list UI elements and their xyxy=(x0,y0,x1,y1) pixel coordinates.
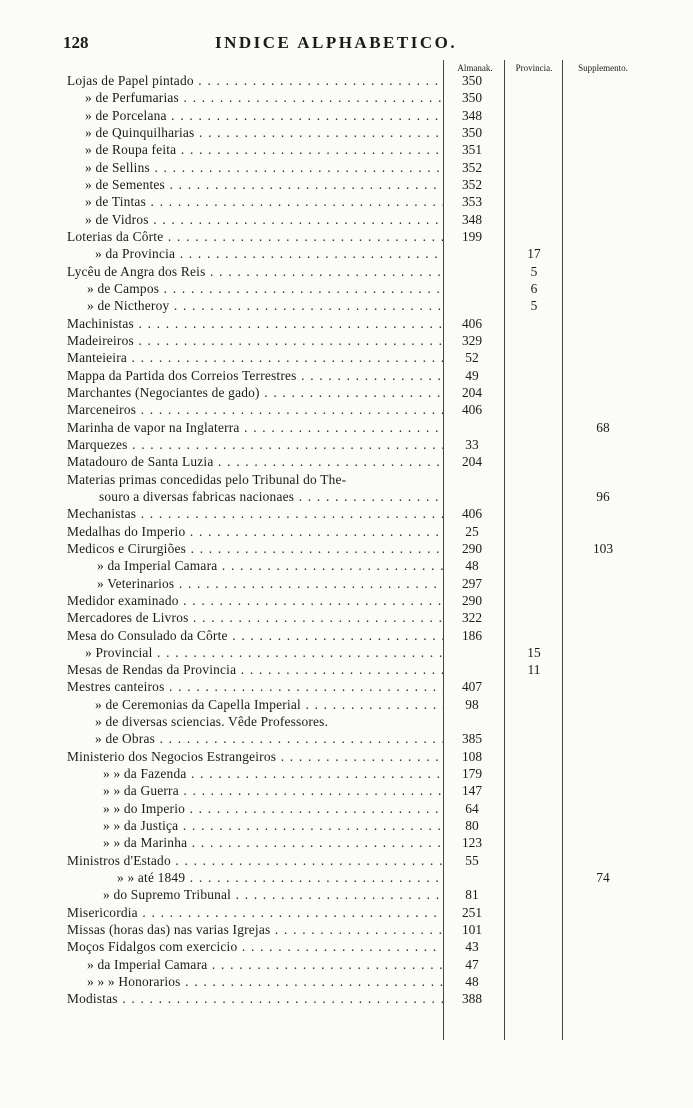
entry-label: Mappa da Partida dos Correios Terrestres . . . xyxy=(67,367,443,384)
index-row xyxy=(0,367,693,384)
supplemento-page: 103 xyxy=(592,540,614,556)
entry-label: Mechanistas . . . xyxy=(67,505,443,522)
entry-label: Ministerio dos Negocios Estrangeiros . . . xyxy=(67,748,443,765)
almanak-page: 348 xyxy=(461,107,483,123)
index-row xyxy=(0,869,693,886)
provincia-page: 5 xyxy=(530,298,538,314)
almanak-page: 81 xyxy=(465,887,479,903)
index-row xyxy=(0,159,693,176)
index-row xyxy=(0,609,693,626)
index-row xyxy=(0,419,693,436)
entry-label: » » da Guerra . . . xyxy=(103,782,443,799)
entry-label: Marquezes . . . xyxy=(67,436,443,453)
entry-label: Lycêu de Angra dos Reis . . . xyxy=(67,263,443,280)
almanak-page: 350 xyxy=(461,124,483,140)
index-row xyxy=(0,627,693,644)
entry-label: » Veterinarios . . . xyxy=(97,575,443,592)
entry-label: » de Nictheroy . . . xyxy=(87,297,443,314)
entry-label: » de Campos . . . xyxy=(87,280,443,297)
entry-label: Marceneiros . . . xyxy=(67,401,443,418)
entry-label: » » da Marinha . . . xyxy=(103,834,443,851)
entry-label: » de Sementes . . . xyxy=(85,176,443,193)
entry-label: Marchantes (Negociantes de gado) . . . xyxy=(67,384,443,401)
almanak-page: 98 xyxy=(465,696,479,712)
almanak-page: 43 xyxy=(465,939,479,955)
column-header-almanak: Almanak. xyxy=(457,63,493,73)
almanak-page: 406 xyxy=(461,315,483,331)
entry-label: Loterias da Côrte . . . xyxy=(67,228,443,245)
entry-label: Marinha de vapor na Inglaterra . . . xyxy=(67,419,443,436)
index-row xyxy=(0,852,693,869)
index-row xyxy=(0,349,693,366)
almanak-page: 348 xyxy=(461,211,483,227)
index-row xyxy=(0,765,693,782)
almanak-page: 351 xyxy=(461,142,483,158)
index-row xyxy=(0,107,693,124)
almanak-page: 48 xyxy=(465,558,479,574)
almanak-page: 33 xyxy=(465,436,479,452)
index-row xyxy=(0,904,693,921)
index-row xyxy=(0,938,693,955)
index-row xyxy=(0,72,693,89)
almanak-page: 406 xyxy=(461,506,483,522)
entry-label: Madeireiros . . . xyxy=(67,332,443,349)
almanak-page: 388 xyxy=(461,991,483,1007)
entry-label: Medicos e Cirurgiões . . . xyxy=(67,540,443,557)
index-row xyxy=(0,436,693,453)
index-row xyxy=(0,141,693,158)
almanak-page: 204 xyxy=(461,454,483,470)
index-row xyxy=(0,730,693,747)
supplemento-page: 74 xyxy=(596,870,610,886)
almanak-page: 123 xyxy=(461,835,483,851)
almanak-page: 322 xyxy=(461,610,483,626)
almanak-page: 290 xyxy=(461,592,483,608)
almanak-page: 52 xyxy=(465,350,479,366)
entry-label: » Provincial . . . xyxy=(85,644,443,661)
index-row xyxy=(0,297,693,314)
entry-label: souro a diversas fabricas nacionaes . . . xyxy=(99,488,443,505)
index-row xyxy=(0,661,693,678)
entry-label: » de Sellins . . . xyxy=(85,159,443,176)
entry-label: » » até 1849 . . . xyxy=(117,869,443,886)
index-row xyxy=(0,315,693,332)
index-row xyxy=(0,748,693,765)
almanak-page: 179 xyxy=(461,766,483,782)
index-row xyxy=(0,453,693,470)
entry-label: Mesas de Rendas da Provincia . . . xyxy=(67,661,443,678)
index-row xyxy=(0,384,693,401)
almanak-page: 251 xyxy=(461,904,483,920)
almanak-page: 352 xyxy=(461,176,483,192)
entry-label: » de Tintas . . . xyxy=(85,193,443,210)
entry-label: Ministros d'Estado . . . xyxy=(67,852,443,869)
entry-label: » » da Justiça . . . xyxy=(103,817,443,834)
entry-label: » de Perfumarias . . . xyxy=(85,89,443,106)
index-row xyxy=(0,678,693,695)
entry-label: Manteieira . . . xyxy=(67,349,443,366)
almanak-page: 147 xyxy=(461,783,483,799)
almanak-page: 80 xyxy=(465,818,479,834)
entry-label: » do Supremo Tribunal . . . xyxy=(103,886,443,903)
entry-label: » de Vidros . . . xyxy=(85,211,443,228)
entry-label: Materias primas concedidas pelo Tribunal do The- xyxy=(67,471,347,487)
provincia-page: 15 xyxy=(527,644,541,660)
almanak-page: 25 xyxy=(465,523,479,539)
index-row xyxy=(0,263,693,280)
entry-label: » de Ceremonias da Capella Imperial . . . xyxy=(95,696,443,713)
almanak-page: 49 xyxy=(465,367,479,383)
entry-label: » de Porcelana . . . xyxy=(85,107,443,124)
provincia-page: 17 xyxy=(527,246,541,262)
almanak-page: 101 xyxy=(461,922,483,938)
almanak-page: 290 xyxy=(461,540,483,556)
column-header-supplemento: Supplemento. xyxy=(578,63,628,73)
index-row xyxy=(0,817,693,834)
provincia-page: 5 xyxy=(530,263,538,279)
entry-label: Moços Fidalgos com exercicio . . . xyxy=(67,938,443,955)
index-row xyxy=(0,245,693,262)
entry-label: » da Imperial Camara . . . xyxy=(87,956,443,973)
column-header-provincia: Provincia. xyxy=(515,63,553,73)
entry-label: Mestres canteiros . . . xyxy=(67,678,443,695)
entry-label: » » » Honorarios . . . xyxy=(87,973,443,990)
almanak-page: 55 xyxy=(465,852,479,868)
entry-label: Modistas . . . xyxy=(67,990,443,1007)
index-row xyxy=(0,89,693,106)
index-row xyxy=(0,921,693,938)
index-row xyxy=(0,973,693,990)
entry-label: » da Provincia . . . xyxy=(95,245,443,262)
page-number: 128 xyxy=(63,33,89,52)
almanak-page: 297 xyxy=(461,575,483,591)
entry-label: Missas (horas das) nas varias Igrejas . . . xyxy=(67,921,443,938)
index-row xyxy=(0,280,693,297)
almanak-page: 407 xyxy=(461,679,483,695)
almanak-page: 329 xyxy=(461,332,483,348)
index-row xyxy=(0,176,693,193)
index-row xyxy=(0,505,693,522)
almanak-page: 48 xyxy=(465,974,479,990)
index-row xyxy=(0,124,693,141)
page-title: INDICE ALPHABETICO. xyxy=(215,33,458,52)
entry-label: Medidor examinado . . . xyxy=(67,592,443,609)
index-row xyxy=(0,401,693,418)
index-row xyxy=(0,956,693,973)
entry-label: Medalhas do Imperio . . . xyxy=(67,523,443,540)
almanak-page: 47 xyxy=(465,956,479,972)
index-row xyxy=(0,592,693,609)
index-row xyxy=(0,644,693,661)
almanak-page: 186 xyxy=(461,627,483,643)
supplemento-page: 96 xyxy=(596,488,610,504)
index-row xyxy=(0,471,693,488)
index-row xyxy=(0,488,693,505)
index-row xyxy=(0,575,693,592)
index-row xyxy=(0,886,693,903)
provincia-page: 11 xyxy=(527,662,541,678)
almanak-page: 204 xyxy=(461,384,483,400)
almanak-page: 352 xyxy=(461,159,483,175)
almanak-page: 385 xyxy=(461,731,483,747)
index-row xyxy=(0,782,693,799)
almanak-page: 108 xyxy=(461,748,483,764)
index-row xyxy=(0,332,693,349)
entry-label: Misericordia . . . xyxy=(67,904,443,921)
entry-label: Mercadores de Livros . . . xyxy=(67,609,443,626)
almanak-page: 350 xyxy=(461,73,483,88)
index-row xyxy=(0,834,693,851)
supplemento-page: 68 xyxy=(596,419,610,435)
almanak-page: 353 xyxy=(461,194,483,210)
index-row xyxy=(0,557,693,574)
index-row xyxy=(0,696,693,713)
index-row xyxy=(0,193,693,210)
entry-label: » de diversas sciencias. Vêde Professores. xyxy=(95,714,329,730)
entry-label: » de Roupa feita . . . xyxy=(85,141,443,158)
entry-label: Mesa do Consulado da Côrte . . . xyxy=(67,627,443,644)
almanak-page: 199 xyxy=(461,228,483,244)
entry-label: Lojas de Papel pintado . . . xyxy=(67,72,443,89)
index-entries xyxy=(0,72,693,1008)
entry-label: » » da Fazenda . . . xyxy=(103,765,443,782)
almanak-page: 350 xyxy=(461,90,483,106)
entry-label: » » do Imperio . . . xyxy=(103,800,443,817)
entry-label: Matadouro de Santa Luzia . . . xyxy=(67,453,443,470)
index-row xyxy=(0,228,693,245)
almanak-page: 64 xyxy=(465,800,479,816)
almanak-page: 406 xyxy=(461,402,483,418)
provincia-page: 6 xyxy=(530,280,538,296)
entry-label: » da Imperial Camara . . . xyxy=(97,557,443,574)
entry-label: Machinistas . . . xyxy=(67,315,443,332)
index-row xyxy=(0,540,693,557)
index-row xyxy=(0,713,693,730)
index-row xyxy=(0,800,693,817)
index-row xyxy=(0,523,693,540)
index-row xyxy=(0,211,693,228)
index-row xyxy=(0,990,693,1007)
entry-label: » de Quinquilharias . . . xyxy=(85,124,443,141)
entry-label: » de Obras . . . xyxy=(95,730,443,747)
